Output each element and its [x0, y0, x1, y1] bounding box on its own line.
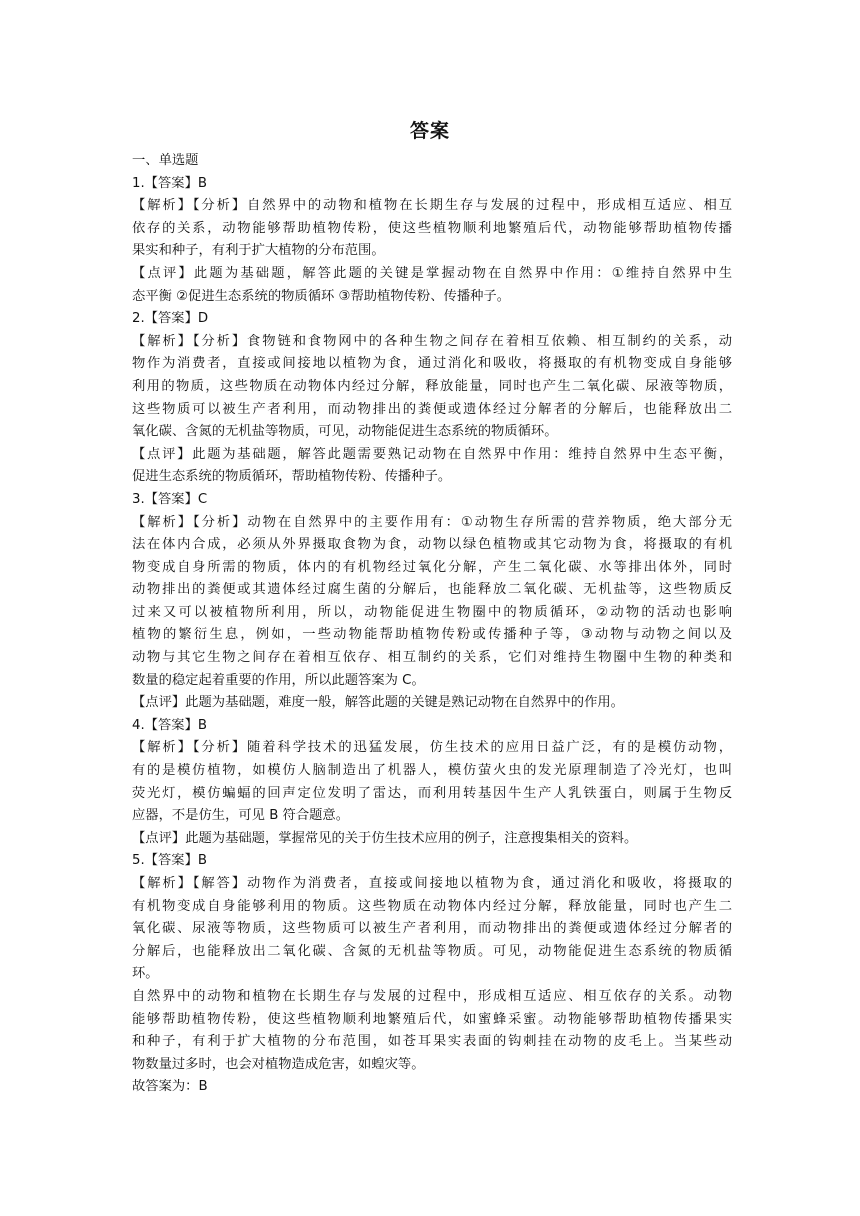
text-line: 一、单选题: [132, 153, 199, 168]
text-line: 促进生态系统的物质循环，帮助植物传粉、传播种子。: [132, 469, 452, 485]
text-line: 自然界中的动物和植物在长期生存与发展的过程中，形成相互适应、相互依存的关系。动物: [132, 988, 732, 1004]
text-line: 依存的关系，动物能够帮助植物传粉，使这些植物顺利地繁殖后代，动物能够帮助植物传播: [132, 220, 732, 236]
text-line: 能够帮助植物传粉，使这些植物顺利地繁殖后代，如蜜蜂采蜜。动物能够帮助植物传播果实: [132, 1011, 732, 1027]
text-line: 法在体内合成，必须从外界摄取食物为食，动物以绿色植物或其它动物为食，将摄取的有机: [132, 537, 732, 553]
text-line: 动物排出的粪便或其遗体经过腐生菌的分解后，也能释放二氧化碳、无机盐等，这些物质反: [132, 582, 732, 598]
text-line: 物数量过多时，也会对植物造成危害，如蝗灾等。: [132, 1056, 425, 1072]
answer-body: [132, 150, 732, 1099]
text-line: 3.【答案】C: [132, 491, 208, 507]
text-line: 【点评】此题为基础题，掌握常见的关于仿生技术应用的例子，注意搜集相关的资料。: [132, 830, 638, 846]
text-line: 有的是模仿植物，如模仿人脑制造出了机器人，模仿萤火虫的发光原理制造了冷光灯，也叫: [132, 763, 732, 779]
text-line: 数量的稳定起着重要的作用，所以此题答案为 C。: [132, 672, 425, 688]
text-line: 【点评】此题为基础题，解答此题需要熟记动物在自然界中作用：维持自然界中生态平衡，: [132, 446, 732, 462]
text-line: 应器，不是仿生，可见 B 符合题意。: [132, 808, 350, 824]
text-line: 1.【答案】B: [132, 175, 207, 191]
text-line: 【点评】此题为基础题，难度一般，解答此题的关键是熟记动物在自然界中的作用。: [132, 695, 624, 711]
text-line: 物作为消费者，直接或间接地以植物为食，通过消化和吸收，将摄取的有机物变成自身能够: [132, 356, 732, 372]
text-line: 环。: [132, 966, 159, 982]
text-line: 过来又可以被植物所利用，所以，动物能促进生物圈中的物质循环，②动物的活动也影响: [132, 604, 732, 620]
text-line: 【点评】此题为基础题，解答此题的关键是掌握动物在自然界中作用：①维持自然界中生: [132, 265, 732, 281]
text-line: 物变成自身所需的物质，体内的有机物经过氧化分解，产生二氧化碳、水等排出体外，同时: [132, 559, 732, 575]
text-line: 氧化碳、尿液等物质，这些物质可以被生产者利用，而动物排出的粪便或遗体经过分解者的: [132, 921, 732, 937]
text-line: 【解析】【分析】动物在自然界中的主要作用有：①动物生存所需的营养物质，绝大部分无: [132, 514, 732, 530]
text-line: 【解析】【分析】自然界中的动物和植物在长期生存与发展的过程中，形成相互适应、相互: [132, 198, 732, 214]
text-line: 荧光灯，模仿蝙蝠的回声定位发明了雷达，而利用转基因牛生产人乳铁蛋白，则属于生物反: [132, 785, 732, 801]
text-line: 态平衡 ②促进生态系统的物质循环 ③帮助植物传粉、传播种子。: [132, 288, 511, 304]
text-line: 和种子，有利于扩大植物的分布范围，如苍耳果实表面的钩刺挂在动物的皮毛上。当某些动: [132, 1034, 732, 1050]
text-line: 果实和种子，有利于扩大植物的分布范围。: [132, 243, 385, 259]
text-line: 分解后，也能释放出二氧化碳、含氮的无机盐等物质。可见，动物能促进生态系统的物质循: [132, 943, 732, 959]
text-line: 利用的物质，这些物质在动物体内经过分解，释放能量，同时也产生二氧化碳、尿液等物质，: [132, 378, 732, 394]
text-line: 氧化碳、含氮的无机盐等物质，可见，动物能促进生态系统的物质循环。: [132, 424, 558, 440]
page-title: 答案: [409, 120, 450, 142]
text-line: 有机物变成自身能够利用的物质。这些物质在动物体内经过分解，释放能量，同时也产生二: [132, 898, 732, 914]
text-line: 【解析】【解答】动物作为消费者，直接或间接地以植物为食，通过消化和吸收，将摄取的: [132, 876, 732, 891]
text-line: 故答案为：B: [132, 1079, 208, 1095]
text-line: 动物与其它生物之间存在着相互依存、相互制约的关系，它们对维持生物圈中生物的种类和: [132, 650, 732, 666]
text-line: 植物的繁衍生息，例如，一些动物能帮助植物传粉或传播种子等，③动物与动物之间以及: [132, 627, 732, 643]
text-line: 【解析】【分析】随着科学技术的迅猛发展，仿生技术的应用日益广泛，有的是模仿动物，: [132, 740, 732, 756]
text-line: 5.【答案】B: [132, 853, 207, 869]
text-line: 2.【答案】D: [132, 311, 209, 327]
text-line: 4.【答案】B: [132, 717, 207, 733]
text-line: 这些物质可以被生产者利用，而动物排出的粪便或遗体经过分解者的分解后，也能释放出二: [132, 401, 732, 417]
text-line: 【解析】【分析】食物链和食物网中的各种生物之间存在着相互依赖、相互制约的关系，动: [132, 333, 732, 349]
